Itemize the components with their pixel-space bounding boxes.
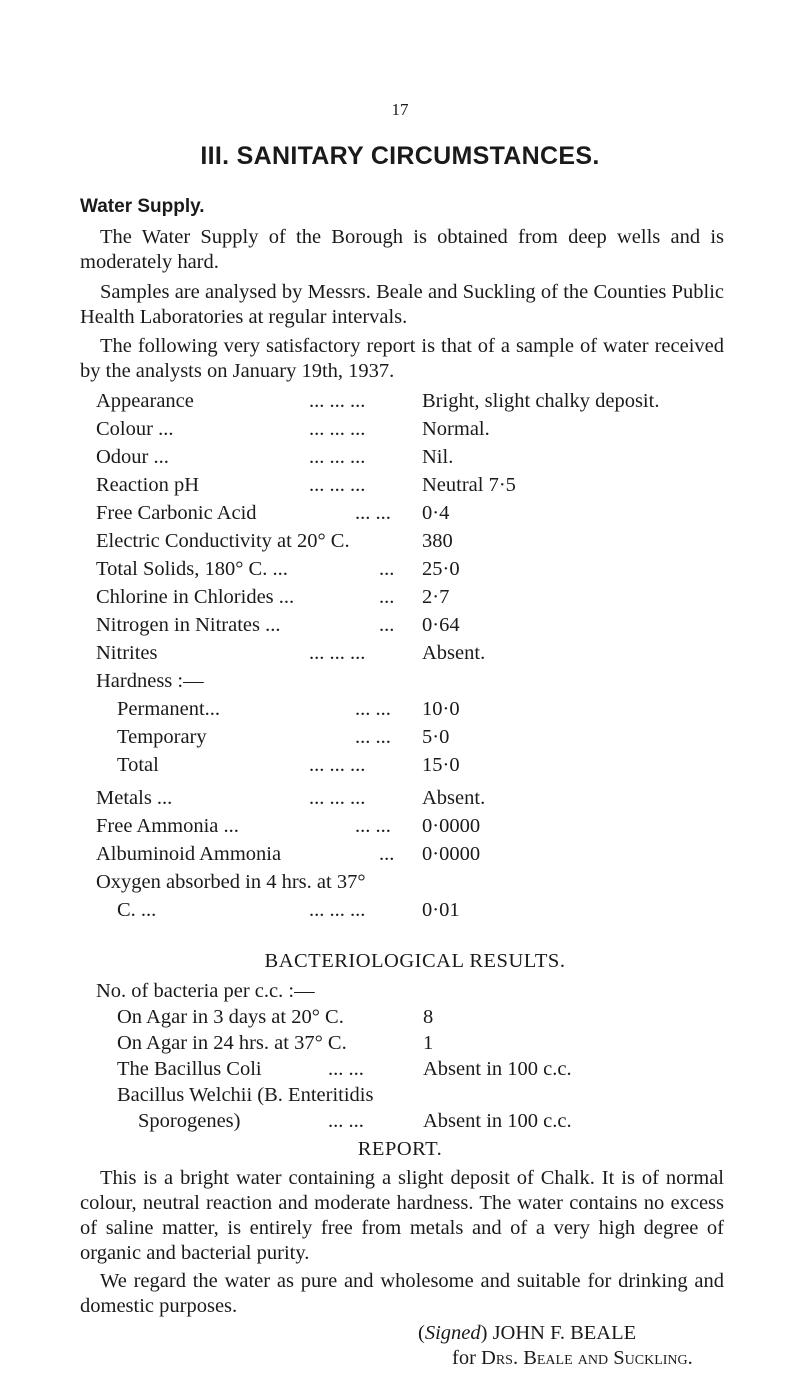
item-value: 0·0000 [422,843,481,865]
item-dots: ... ... ... [309,474,366,496]
item-dots: ... ... ... [309,787,366,809]
item-value: Bright, slight chalky deposit. [422,390,660,412]
item-value: 0·0000 [422,815,481,837]
item-dots: ... ... [355,698,391,720]
item-label: Hardness :— [96,670,204,692]
bact-label: Sporogenes) [138,1110,241,1132]
item-label: C. ... [117,899,157,921]
report-paragraph-2: We regard the water as pure and wholesome and suitable for drinking and domestic purposes. [80,1270,724,1317]
item-label: Metals ... [96,787,173,809]
item-dots: ... [379,843,395,865]
item-label: Nitrites [96,642,158,664]
signature-line: (Signed) JOHN F. BEALE [418,1322,637,1344]
item-label: Appearance [96,390,194,412]
intro-paragraph-1: The Water Supply of the Borough is obtained from deep wells and is moderately hard. [80,226,724,273]
for-word: for [452,1347,476,1369]
report-heading: REPORT. [357,1138,443,1160]
item-label: Free Ammonia ... [96,815,239,837]
item-dots: ... ... [355,726,391,748]
water-supply-heading: Water Supply. [80,196,205,217]
item-dots: ... [379,614,395,636]
bact-value: Absent in 100 c.c. [423,1058,572,1080]
report-paragraph-1: This is a bright water containing a slight deposit of Chalk. It is of normal colour, neutral reaction and moderate hardness. The water contains no excess of saline matter, is entirely free from metals and of a very high degree of organic and bacterial purity. [80,1167,724,1264]
item-dots: ... ... ... [309,754,366,776]
item-dots: ... ... [355,502,391,524]
item-value: 0·4 [422,502,450,524]
bact-label: Bacillus Welchii (B. Enteritidis [117,1084,374,1106]
item-dots: ... [379,586,395,608]
item-value: 0·01 [422,899,460,921]
signatory-name: JOHN F. BEALE [492,1322,637,1344]
item-value: Absent. [422,787,486,809]
section-title-text: III. SANITARY CIRCUMSTANCES. [200,142,600,170]
item-label: Chlorine in Chlorides ... [96,586,295,608]
item-dots: ... ... ... [309,390,366,412]
item-label: Albuminoid Ammonia [96,843,282,865]
signed-word: Signed [424,1322,481,1344]
bact-value: 1 [423,1032,434,1054]
item-dots: ... ... ... [309,446,366,468]
intro-paragraph-3: The following very satisfactory report is that of a sample of water received by the analysts on January 19th, 1937. [80,335,724,382]
item-value: 0·64 [422,614,460,636]
item-value: 5·0 [422,726,450,748]
item-value: 2·7 [422,586,450,608]
item-value: Absent. [422,642,486,664]
item-value: 380 [422,530,453,552]
item-dots: ... ... ... [309,418,366,440]
item-value: Normal. [422,418,490,440]
page-number-text: 17 [391,100,409,119]
item-dots: ... ... ... [309,899,366,921]
item-label: Colour ... [96,418,174,440]
bact-label: No. of bacteria per c.c. :— [96,980,315,1002]
item-label: Free Carbonic Acid [96,502,257,524]
item-dots: ... ... ... [309,642,366,664]
item-label: Electric Conductivity at 20° C. [96,530,350,552]
item-value: 10·0 [422,698,460,720]
bacteriological-heading: BACTERIOLOGICAL RESULTS. [264,950,566,972]
item-label: Total Solids, 180° C. ... [96,558,288,580]
item-dots: ... [379,558,395,580]
item-label: Oxygen absorbed in 4 hrs. at 37° [96,871,366,893]
item-dots: ... ... [355,815,391,837]
firm-name: Drs. Beale and Suckling. [481,1347,693,1369]
bact-label: On Agar in 24 hrs. at 37° C. [117,1032,347,1054]
item-value: 15·0 [422,754,460,776]
item-label: Permanent... [117,698,221,720]
bact-label: On Agar in 3 days at 20° C. [117,1006,344,1028]
item-label: Odour ... [96,446,169,468]
item-label: Nitrogen in Nitrates ... [96,614,281,636]
item-label: Total [117,754,159,776]
bact-dots: ... ... [328,1110,364,1132]
item-label: Temporary [117,726,207,748]
bact-value: 8 [423,1006,434,1028]
bact-label: The Bacillus Coli [117,1058,262,1080]
intro-paragraph-2: Samples are analysed by Messrs. Beale and Suckling of the Counties Public Health Laboratories at regular intervals. [80,281,724,328]
bact-value: Absent in 100 c.c. [423,1110,572,1132]
bact-dots: ... ... [328,1058,364,1080]
item-label: Reaction pH [96,474,200,496]
item-value: Nil. [422,446,454,468]
item-value: 25·0 [422,558,460,580]
item-value: Neutral 7·5 [422,474,516,496]
